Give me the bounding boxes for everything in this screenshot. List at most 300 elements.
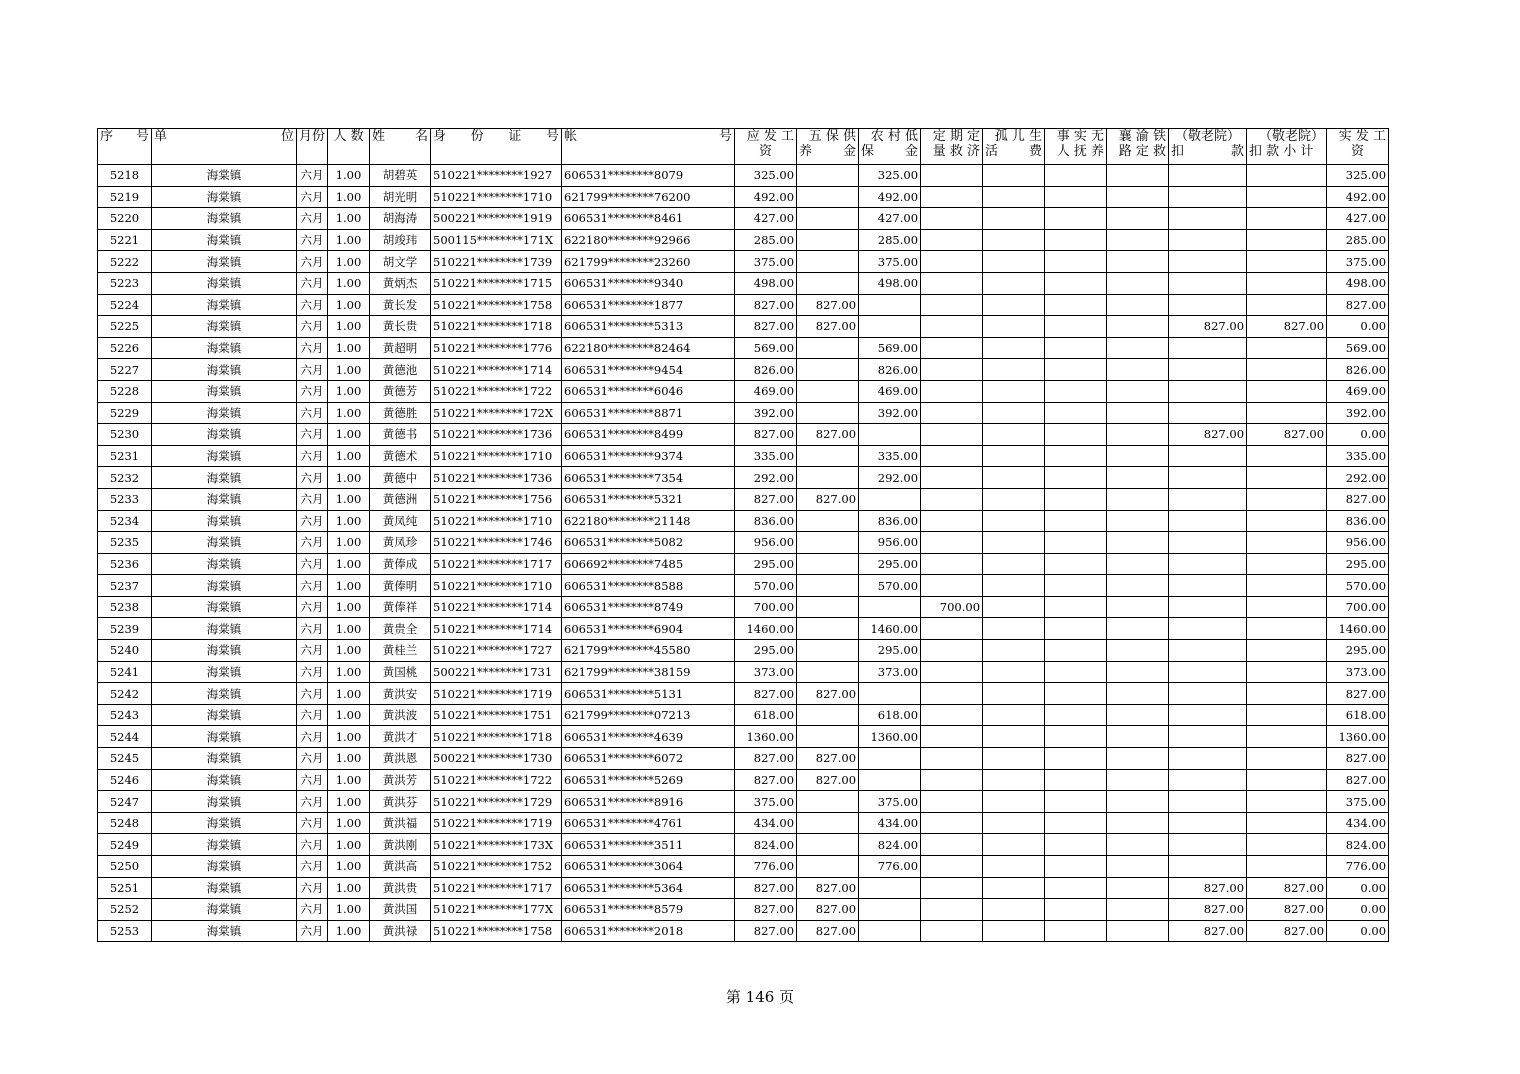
cell-dingliang — [921, 748, 983, 770]
cell-id: 510221********1722 — [431, 380, 562, 402]
cell-railway — [1107, 812, 1169, 834]
table-row — [98, 510, 1389, 532]
cell-railway — [1107, 596, 1169, 618]
cell-railway — [1107, 165, 1169, 187]
cell-unit: 海棠镇 — [152, 359, 297, 381]
cell-payable: 492.00 — [735, 186, 797, 208]
cell-count: 1.00 — [328, 661, 370, 683]
cell-dibao: 285.00 — [859, 229, 921, 251]
cell-dibao — [859, 294, 921, 316]
cell-orphan — [983, 424, 1045, 446]
cell-payable: 295.00 — [735, 640, 797, 662]
cell-unit: 海棠镇 — [152, 726, 297, 748]
cell-actual: 392.00 — [1327, 402, 1389, 424]
cell-wubao: 827.00 — [797, 424, 859, 446]
cell-deduct2 — [1247, 402, 1327, 424]
cell-id: 510221********1736 — [431, 467, 562, 489]
cell-deduct2 — [1247, 380, 1327, 402]
cell-dingliang — [921, 791, 983, 813]
cell-deduct1 — [1169, 208, 1247, 230]
cell-count: 1.00 — [328, 704, 370, 726]
cell-name: 胡海涛 — [370, 208, 431, 230]
cell-account: 606531********8916 — [562, 791, 735, 813]
cell-payable: 776.00 — [735, 856, 797, 878]
cell-account: 621799********07213 — [562, 704, 735, 726]
cell-foster — [1045, 877, 1107, 899]
cell-foster — [1045, 575, 1107, 597]
cell-unit: 海棠镇 — [152, 488, 297, 510]
header-dingliang: 定 期 定 量 救 济 — [921, 129, 983, 165]
cell-count: 1.00 — [328, 575, 370, 597]
cell-wubao — [797, 251, 859, 273]
cell-wubao: 827.00 — [797, 899, 859, 921]
cell-seq: 5224 — [98, 294, 152, 316]
cell-seq: 5241 — [98, 661, 152, 683]
cell-dingliang — [921, 208, 983, 230]
cell-orphan — [983, 726, 1045, 748]
cell-account: 621799********23260 — [562, 251, 735, 273]
cell-account: 622180********92966 — [562, 229, 735, 251]
cell-seq: 5218 — [98, 165, 152, 187]
cell-deduct2 — [1247, 769, 1327, 791]
cell-month: 六月 — [297, 165, 328, 187]
cell-count: 1.00 — [328, 726, 370, 748]
cell-account: 606531********6046 — [562, 380, 735, 402]
cell-unit: 海棠镇 — [152, 272, 297, 294]
cell-name: 黄洪波 — [370, 704, 431, 726]
cell-unit: 海棠镇 — [152, 229, 297, 251]
table-header — [98, 129, 1389, 165]
cell-unit: 海棠镇 — [152, 748, 297, 770]
cell-seq: 5221 — [98, 229, 152, 251]
cell-dibao: 375.00 — [859, 791, 921, 813]
cell-id: 510221********1717 — [431, 877, 562, 899]
cell-id: 510221********1710 — [431, 186, 562, 208]
cell-account: 606531********4761 — [562, 812, 735, 834]
cell-wubao: 827.00 — [797, 683, 859, 705]
cell-month: 六月 — [297, 812, 328, 834]
cell-deduct2 — [1247, 467, 1327, 489]
header-name: 姓 名 — [370, 129, 431, 165]
cell-orphan — [983, 532, 1045, 554]
cell-month: 六月 — [297, 316, 328, 338]
cell-id: 510221********1710 — [431, 510, 562, 532]
cell-deduct1 — [1169, 251, 1247, 273]
cell-deduct1: 827.00 — [1169, 920, 1247, 942]
cell-dingliang — [921, 532, 983, 554]
cell-account: 606531********8461 — [562, 208, 735, 230]
cell-unit: 海棠镇 — [152, 424, 297, 446]
cell-dingliang — [921, 467, 983, 489]
cell-wubao — [797, 467, 859, 489]
cell-deduct1 — [1169, 380, 1247, 402]
table-row — [98, 467, 1389, 489]
cell-dibao: 295.00 — [859, 640, 921, 662]
cell-payable: 469.00 — [735, 380, 797, 402]
cell-wubao — [797, 575, 859, 597]
cell-account: 606531********6904 — [562, 618, 735, 640]
cell-actual: 498.00 — [1327, 272, 1389, 294]
cell-railway — [1107, 424, 1169, 446]
cell-wubao — [797, 186, 859, 208]
cell-unit: 海棠镇 — [152, 640, 297, 662]
cell-payable: 827.00 — [735, 316, 797, 338]
cell-dibao — [859, 683, 921, 705]
cell-foster — [1045, 704, 1107, 726]
cell-deduct2 — [1247, 186, 1327, 208]
cell-name: 黄俸成 — [370, 553, 431, 575]
cell-railway — [1107, 726, 1169, 748]
cell-foster — [1045, 683, 1107, 705]
cell-count: 1.00 — [328, 380, 370, 402]
cell-wubao — [797, 726, 859, 748]
cell-dingliang — [921, 186, 983, 208]
cell-deduct1 — [1169, 748, 1247, 770]
cell-deduct1 — [1169, 856, 1247, 878]
cell-seq: 5240 — [98, 640, 152, 662]
header-id: 身 份 证 号 — [431, 129, 562, 165]
cell-actual: 0.00 — [1327, 424, 1389, 446]
cell-deduct1 — [1169, 769, 1247, 791]
cell-name: 黄德芳 — [370, 380, 431, 402]
cell-count: 1.00 — [328, 553, 370, 575]
cell-dingliang — [921, 380, 983, 402]
cell-month: 六月 — [297, 899, 328, 921]
cell-deduct2 — [1247, 359, 1327, 381]
cell-orphan — [983, 359, 1045, 381]
cell-actual: 570.00 — [1327, 575, 1389, 597]
table-row — [98, 812, 1389, 834]
table-row — [98, 704, 1389, 726]
cell-dingliang — [921, 640, 983, 662]
cell-count: 1.00 — [328, 640, 370, 662]
cell-account: 606531********8499 — [562, 424, 735, 446]
header-month: 月份 — [297, 129, 328, 165]
cell-dingliang — [921, 661, 983, 683]
cell-dibao — [859, 899, 921, 921]
cell-railway — [1107, 834, 1169, 856]
cell-account: 606531********8079 — [562, 165, 735, 187]
cell-count: 1.00 — [328, 510, 370, 532]
cell-count: 1.00 — [328, 359, 370, 381]
table-row — [98, 553, 1389, 575]
cell-seq: 5237 — [98, 575, 152, 597]
cell-seq: 5219 — [98, 186, 152, 208]
cell-orphan — [983, 380, 1045, 402]
cell-id: 510221********1776 — [431, 337, 562, 359]
cell-railway — [1107, 510, 1169, 532]
cell-dingliang — [921, 553, 983, 575]
cell-dingliang — [921, 920, 983, 942]
cell-unit: 海棠镇 — [152, 618, 297, 640]
cell-railway — [1107, 683, 1169, 705]
cell-deduct2 — [1247, 251, 1327, 273]
cell-count: 1.00 — [328, 899, 370, 921]
cell-foster — [1045, 640, 1107, 662]
cell-count: 1.00 — [328, 424, 370, 446]
cell-account: 621799********76200 — [562, 186, 735, 208]
cell-account: 606531********3064 — [562, 856, 735, 878]
table-row — [98, 661, 1389, 683]
cell-id: 500221********1919 — [431, 208, 562, 230]
cell-wubao: 827.00 — [797, 769, 859, 791]
cell-name: 黄桂兰 — [370, 640, 431, 662]
cell-seq: 5239 — [98, 618, 152, 640]
cell-unit: 海棠镇 — [152, 532, 297, 554]
cell-account: 606531********8588 — [562, 575, 735, 597]
cell-seq: 5230 — [98, 424, 152, 446]
cell-deduct2 — [1247, 208, 1327, 230]
cell-foster — [1045, 510, 1107, 532]
cell-month: 六月 — [297, 748, 328, 770]
cell-name: 黄德书 — [370, 424, 431, 446]
cell-month: 六月 — [297, 186, 328, 208]
cell-deduct1 — [1169, 704, 1247, 726]
cell-foster — [1045, 553, 1107, 575]
cell-railway — [1107, 229, 1169, 251]
cell-foster — [1045, 791, 1107, 813]
cell-wubao — [797, 812, 859, 834]
cell-foster — [1045, 467, 1107, 489]
cell-dibao: 434.00 — [859, 812, 921, 834]
cell-month: 六月 — [297, 877, 328, 899]
cell-foster — [1045, 424, 1107, 446]
cell-account: 606531********2018 — [562, 920, 735, 942]
cell-payable: 827.00 — [735, 488, 797, 510]
cell-id: 510221********173X — [431, 834, 562, 856]
cell-actual: 335.00 — [1327, 445, 1389, 467]
cell-payable: 827.00 — [735, 769, 797, 791]
cell-seq: 5252 — [98, 899, 152, 921]
header-foster: 事 实 无 人 抚 养 — [1045, 129, 1107, 165]
cell-deduct2 — [1247, 229, 1327, 251]
cell-name: 黄洪国 — [370, 899, 431, 921]
cell-id: 510221********1714 — [431, 359, 562, 381]
cell-seq: 5232 — [98, 467, 152, 489]
cell-month: 六月 — [297, 575, 328, 597]
cell-name: 黄洪芳 — [370, 769, 431, 791]
cell-dingliang — [921, 294, 983, 316]
cell-orphan — [983, 575, 1045, 597]
cell-orphan — [983, 596, 1045, 618]
cell-orphan — [983, 488, 1045, 510]
cell-dibao: 824.00 — [859, 834, 921, 856]
cell-railway — [1107, 316, 1169, 338]
cell-railway — [1107, 272, 1169, 294]
cell-foster — [1045, 251, 1107, 273]
cell-foster — [1045, 165, 1107, 187]
cell-unit: 海棠镇 — [152, 920, 297, 942]
cell-orphan — [983, 683, 1045, 705]
cell-actual: 375.00 — [1327, 251, 1389, 273]
cell-deduct1 — [1169, 186, 1247, 208]
table-row — [98, 877, 1389, 899]
cell-foster — [1045, 229, 1107, 251]
cell-payable: 325.00 — [735, 165, 797, 187]
cell-railway — [1107, 186, 1169, 208]
cell-name: 黄德池 — [370, 359, 431, 381]
cell-orphan — [983, 618, 1045, 640]
table-row — [98, 165, 1389, 187]
cell-orphan — [983, 467, 1045, 489]
table-row — [98, 337, 1389, 359]
table-row — [98, 488, 1389, 510]
cell-deduct1 — [1169, 229, 1247, 251]
cell-unit: 海棠镇 — [152, 337, 297, 359]
cell-account: 606531********9454 — [562, 359, 735, 381]
cell-seq: 5238 — [98, 596, 152, 618]
header-account: 帐 号 — [562, 129, 735, 165]
cell-actual: 295.00 — [1327, 553, 1389, 575]
cell-orphan — [983, 186, 1045, 208]
cell-seq: 5250 — [98, 856, 152, 878]
cell-deduct1 — [1169, 359, 1247, 381]
cell-orphan — [983, 553, 1045, 575]
cell-payable: 827.00 — [735, 920, 797, 942]
cell-orphan — [983, 769, 1045, 791]
cell-dingliang — [921, 704, 983, 726]
header-payable: 应 发 工 资 — [735, 129, 797, 165]
cell-dibao: 492.00 — [859, 186, 921, 208]
cell-seq: 5223 — [98, 272, 152, 294]
cell-count: 1.00 — [328, 791, 370, 813]
cell-payable: 427.00 — [735, 208, 797, 230]
cell-deduct2: 827.00 — [1247, 877, 1327, 899]
cell-name: 黄洪才 — [370, 726, 431, 748]
table-row — [98, 769, 1389, 791]
cell-orphan — [983, 251, 1045, 273]
cell-deduct2 — [1247, 510, 1327, 532]
cell-name: 黄长贵 — [370, 316, 431, 338]
cell-unit: 海棠镇 — [152, 294, 297, 316]
cell-actual: 618.00 — [1327, 704, 1389, 726]
cell-orphan — [983, 272, 1045, 294]
cell-wubao — [797, 165, 859, 187]
table-row — [98, 251, 1389, 273]
cell-account: 606531********8579 — [562, 899, 735, 921]
cell-seq: 5226 — [98, 337, 152, 359]
cell-id: 510221********1710 — [431, 575, 562, 597]
cell-count: 1.00 — [328, 769, 370, 791]
cell-unit: 海棠镇 — [152, 791, 297, 813]
cell-deduct2 — [1247, 575, 1327, 597]
cell-account: 621799********38159 — [562, 661, 735, 683]
cell-name: 黄长发 — [370, 294, 431, 316]
cell-railway — [1107, 899, 1169, 921]
cell-foster — [1045, 661, 1107, 683]
cell-deduct1: 827.00 — [1169, 899, 1247, 921]
cell-payable: 335.00 — [735, 445, 797, 467]
cell-dingliang — [921, 877, 983, 899]
table-row — [98, 380, 1389, 402]
cell-dingliang — [921, 337, 983, 359]
cell-dibao: 956.00 — [859, 532, 921, 554]
cell-name: 黄俸祥 — [370, 596, 431, 618]
table-row — [98, 920, 1389, 942]
cell-railway — [1107, 380, 1169, 402]
cell-deduct2 — [1247, 704, 1327, 726]
table-row — [98, 640, 1389, 662]
cell-orphan — [983, 791, 1045, 813]
cell-month: 六月 — [297, 294, 328, 316]
cell-deduct2 — [1247, 812, 1327, 834]
cell-deduct1 — [1169, 640, 1247, 662]
cell-actual: 956.00 — [1327, 532, 1389, 554]
cell-dingliang — [921, 445, 983, 467]
cell-wubao — [797, 596, 859, 618]
cell-wubao — [797, 640, 859, 662]
cell-payable: 285.00 — [735, 229, 797, 251]
cell-id: 510221********1722 — [431, 769, 562, 791]
table-row — [98, 359, 1389, 381]
cell-unit: 海棠镇 — [152, 445, 297, 467]
cell-name: 黄德中 — [370, 467, 431, 489]
cell-dibao: 427.00 — [859, 208, 921, 230]
cell-dingliang — [921, 272, 983, 294]
cell-unit: 海棠镇 — [152, 510, 297, 532]
cell-deduct1 — [1169, 575, 1247, 597]
cell-foster — [1045, 294, 1107, 316]
cell-payable: 827.00 — [735, 748, 797, 770]
cell-payable: 569.00 — [735, 337, 797, 359]
cell-seq: 5247 — [98, 791, 152, 813]
table-row — [98, 791, 1389, 813]
cell-id: 510221********1729 — [431, 791, 562, 813]
cell-deduct2 — [1247, 337, 1327, 359]
cell-railway — [1107, 445, 1169, 467]
header-unit: 单 位 — [152, 129, 297, 165]
cell-name: 黄洪高 — [370, 856, 431, 878]
cell-railway — [1107, 748, 1169, 770]
cell-payable: 827.00 — [735, 877, 797, 899]
cell-count: 1.00 — [328, 596, 370, 618]
cell-payable: 1460.00 — [735, 618, 797, 640]
cell-deduct1 — [1169, 683, 1247, 705]
cell-count: 1.00 — [328, 165, 370, 187]
cell-id: 510221********1718 — [431, 726, 562, 748]
cell-payable: 700.00 — [735, 596, 797, 618]
cell-account: 606531********5321 — [562, 488, 735, 510]
cell-actual: 375.00 — [1327, 791, 1389, 813]
cell-railway — [1107, 251, 1169, 273]
cell-actual: 826.00 — [1327, 359, 1389, 381]
cell-id: 510221********1714 — [431, 596, 562, 618]
cell-payable: 827.00 — [735, 899, 797, 921]
cell-id: 510221********1719 — [431, 683, 562, 705]
cell-month: 六月 — [297, 251, 328, 273]
cell-railway — [1107, 359, 1169, 381]
cell-name: 黄洪禄 — [370, 920, 431, 942]
cell-orphan — [983, 877, 1045, 899]
cell-deduct2 — [1247, 834, 1327, 856]
cell-id: 510221********1739 — [431, 251, 562, 273]
cell-dingliang — [921, 359, 983, 381]
cell-dingliang — [921, 402, 983, 424]
table-row — [98, 575, 1389, 597]
cell-wubao — [797, 445, 859, 467]
cell-account: 621799********45580 — [562, 640, 735, 662]
cell-name: 胡文学 — [370, 251, 431, 273]
cell-orphan — [983, 834, 1045, 856]
cell-deduct2 — [1247, 661, 1327, 683]
header-actual: 实 发 工 资 — [1327, 129, 1389, 165]
cell-account: 606531********5269 — [562, 769, 735, 791]
cell-month: 六月 — [297, 618, 328, 640]
cell-name: 黄洪贵 — [370, 877, 431, 899]
table-row — [98, 316, 1389, 338]
cell-dibao: 618.00 — [859, 704, 921, 726]
cell-foster — [1045, 920, 1107, 942]
